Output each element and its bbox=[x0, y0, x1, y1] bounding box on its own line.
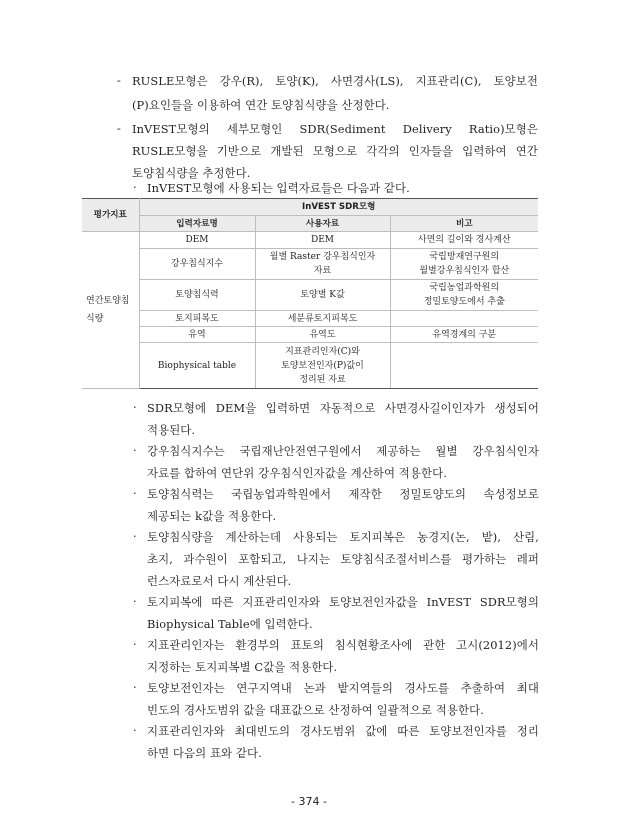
paragraph-line: SDR모형에 DEM을 입력하면 자동적으로 사면경사길이인자가 생성되어 bbox=[147, 401, 539, 415]
bullet-marker: · bbox=[133, 443, 137, 457]
paragraph-line: RUSLE모형은 강우(R), 토양(K), 사면경사(LS), 지표관리(C), 토양보전 bbox=[132, 74, 538, 88]
bullet-marker: · bbox=[133, 594, 137, 608]
bullet-marker: · bbox=[133, 637, 137, 651]
table-row bbox=[82, 327, 538, 343]
table-cell: Biophysical table bbox=[139, 343, 255, 389]
table-cell: 토양침식력 bbox=[139, 280, 255, 311]
paragraph-line: 자료를 합하여 연단위 강우침식인자값을 계산하여 적용한다. bbox=[147, 466, 447, 480]
bullet-marker: · bbox=[133, 180, 137, 194]
table-row bbox=[82, 249, 538, 280]
paragraph-line: 지정하는 토지피복별 C값을 적용한다. bbox=[147, 660, 338, 674]
table-cell: 토양별 K값 bbox=[255, 280, 390, 311]
table-row bbox=[82, 343, 538, 389]
table-row bbox=[82, 280, 538, 311]
header-input-name: 입력자료명 bbox=[139, 216, 255, 232]
bullet-marker: · bbox=[133, 529, 137, 543]
dash-marker: - bbox=[117, 121, 121, 135]
paragraph-line: 지표관리인자는 환경부의 표토의 침식현황조사에 관한 고시(2012)에서 bbox=[147, 638, 539, 652]
table-cell: DEM bbox=[255, 232, 390, 249]
table-cell: 강우침식지수 bbox=[139, 249, 255, 280]
header-data-used: 사용자료 bbox=[255, 216, 390, 232]
table-cell: 유역 bbox=[139, 327, 255, 343]
table-cell bbox=[390, 311, 538, 327]
paragraph-line: 토지피복에 따른 지표관리인자와 토양보전인자값을 InVEST SDR모형의 bbox=[147, 595, 539, 609]
invest-input-table bbox=[82, 198, 538, 389]
table-cell: 유역도 bbox=[255, 327, 390, 343]
paragraph-line: 런스자료로서 다시 계산된다. bbox=[147, 574, 292, 588]
table-cell: 국립농업과학원의 정밀토양도에서 추출 bbox=[390, 280, 538, 311]
paragraph-line: InVEST모형의 세부모형인 SDR(Sediment Delivery Ratio)모형은 bbox=[132, 122, 538, 136]
paragraph-line: 제공되는 k값을 적용한다. bbox=[147, 509, 277, 523]
table-cell bbox=[390, 343, 538, 389]
bullet-marker: · bbox=[133, 680, 137, 694]
page-number: - 374 - bbox=[291, 795, 327, 808]
paragraph-line: (P)요인들을 이용하여 연간 토양침식량을 산정한다. bbox=[132, 98, 390, 112]
table-row bbox=[82, 311, 538, 327]
table-cell: DEM bbox=[139, 232, 255, 249]
row-group-label: 연간토양침 식량 bbox=[82, 232, 139, 389]
table-cell: 월별 Raster 강우침식인자 자료 bbox=[255, 249, 390, 280]
dash-marker: - bbox=[117, 73, 121, 87]
bullet-marker: · bbox=[133, 723, 137, 737]
paragraph-line: 토양침식량을 추정한다. bbox=[132, 166, 251, 180]
paragraph-line: 토양침식력는 국립농업과학원에서 제작한 정밀토양도의 속성정보로 bbox=[147, 487, 539, 501]
paragraph-line: 초지, 과수원이 포함되고, 나지는 토양침식조절서비스를 평가하는 레퍼 bbox=[147, 552, 539, 566]
table-row bbox=[82, 232, 538, 249]
paragraph-line: InVEST모형에 사용되는 입력자료들은 다음과 같다. bbox=[147, 181, 410, 195]
bullet-marker: · bbox=[133, 486, 137, 500]
paragraph-line: 하면 다음의 표와 같다. bbox=[147, 746, 262, 760]
paragraph-line: RUSLE모형을 기반으로 개발된 모형으로 각각의 인자들을 입력하여 연간 bbox=[132, 144, 538, 158]
header-eval-index: 평가지표 bbox=[82, 199, 139, 232]
paragraph-line: 적용된다. bbox=[147, 423, 196, 437]
table-cell: 사면의 길이와 경사계산 bbox=[390, 232, 538, 249]
table-cell: 유역경계의 구분 bbox=[390, 327, 538, 343]
header-invest-sdr: InVEST SDR모형 bbox=[139, 199, 538, 216]
paragraph-line: 지표관리인자와 최대빈도의 경사도범위 값에 따른 토양보전인자를 정리 bbox=[147, 724, 539, 738]
table-cell: 지표관리인자(C)와 토양보전인자(P)값이 정리된 자료 bbox=[255, 343, 390, 389]
paragraph-line: 빈도의 경사도범위 값을 대표값으로 산정하여 일괄적으로 적용한다. bbox=[147, 703, 484, 717]
bullet-marker: · bbox=[133, 400, 137, 414]
paragraph-line: Biophysical Table에 입력한다. bbox=[147, 617, 313, 631]
paragraph-line: 강우침식지수는 국립재난안전연구원에서 제공하는 월별 강우침식인자 bbox=[147, 444, 539, 458]
table-cell: 세분류토지피복도 bbox=[255, 311, 390, 327]
paragraph-line: 토양보전인자는 연구지역내 논과 밭지역들의 경사도를 추출하여 최대 bbox=[147, 681, 539, 695]
paragraph-line: 토양침식량을 계산하는데 사용되는 토지피복은 농경지(논, 밭), 산림, bbox=[147, 530, 539, 544]
table-cell: 토지피복도 bbox=[139, 311, 255, 327]
table-cell: 국립방재연구원의 월별강우침식인자 합산 bbox=[390, 249, 538, 280]
header-remarks: 비고 bbox=[390, 216, 538, 232]
